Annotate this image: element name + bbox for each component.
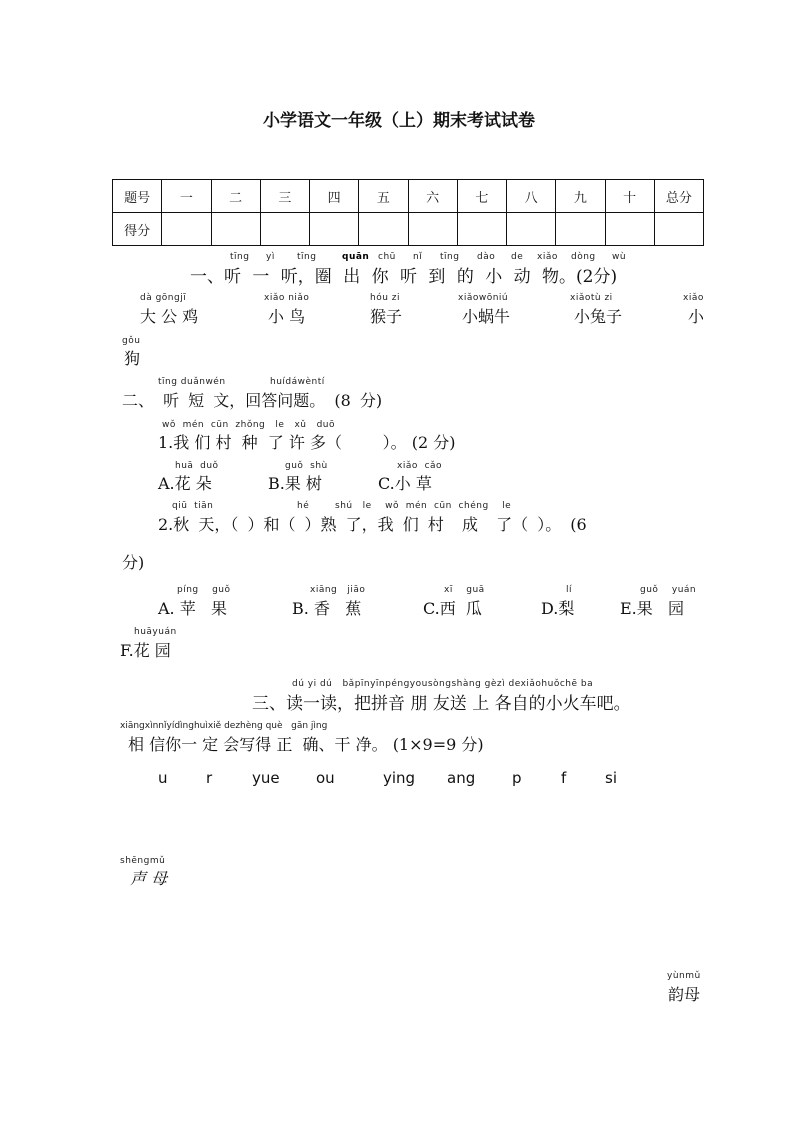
pinyin: xiǎo cǎo xyxy=(397,461,443,471)
shengmu-train-label: 声 母 xyxy=(130,869,168,888)
score-cell[interactable] xyxy=(359,213,408,246)
option-xiao-niao[interactable]: 小 鸟 xyxy=(268,307,306,326)
q2-option-d[interactable]: D.梨 xyxy=(541,599,575,618)
pinyin: tīng xyxy=(297,252,317,262)
score-cell[interactable] xyxy=(605,213,654,246)
pinyin-card-ying[interactable]: ying xyxy=(383,769,416,787)
header-cell: 五 xyxy=(359,180,408,213)
pinyin: tīng xyxy=(440,252,460,262)
pinyin-card-p[interactable]: p xyxy=(512,769,522,787)
pinyin: xī guā xyxy=(444,585,485,595)
section-heading: 二、 听 短 文，回答问题。 (8 分) xyxy=(122,391,383,410)
q2-option-e[interactable]: E.果 园 xyxy=(620,599,685,618)
pinyin: xiāng jiāo xyxy=(310,585,366,595)
pinyin: yùnmǔ xyxy=(667,971,701,981)
question-1: 1.我 们 村 种 了 许 多（ ）。 (2 分) xyxy=(158,433,456,452)
pinyin: chū xyxy=(378,252,396,262)
page-title: 小学语文一年级（上）期末考试试卷 xyxy=(263,111,535,131)
header-cell: 九 xyxy=(556,180,605,213)
q2-option-c[interactable]: C.西 瓜 xyxy=(423,599,482,618)
q2-option-b[interactable]: B. 香 蕉 xyxy=(292,599,362,618)
pinyin: wù xyxy=(612,252,627,262)
pinyin-card-r[interactable]: r xyxy=(206,769,213,787)
option-gou-cont[interactable]: 狗 xyxy=(124,349,141,368)
q2-option-a[interactable]: A. 苹 果 xyxy=(158,599,227,618)
score-row-label: 得分 xyxy=(113,213,162,246)
score-cell[interactable] xyxy=(310,213,359,246)
header-cell: 六 xyxy=(408,180,457,213)
score-cell[interactable] xyxy=(507,213,556,246)
pinyin: hóu zi xyxy=(370,293,400,303)
option-xiao-wo-niu[interactable]: 小蜗牛 xyxy=(462,307,511,326)
score-table xyxy=(112,179,704,246)
pinyin-card-ang[interactable]: ang xyxy=(447,769,476,787)
pinyin: píng guǒ xyxy=(177,585,231,595)
section-heading: 三、读一读，把拼音 朋 友送 上 各自的小火车吧。 xyxy=(252,694,631,714)
header-cell: 一 xyxy=(162,180,211,213)
pinyin: dú yi dú bǎpīnyīnpéngyousòngshàng gèzì dexiǎohuǒchē ba xyxy=(292,679,594,689)
header-cell: 十 xyxy=(605,180,654,213)
pinyin-card-u[interactable]: u xyxy=(158,769,168,787)
pinyin: dòng xyxy=(571,252,596,262)
question-2-cont: 分) xyxy=(122,553,145,572)
header-cell: 二 xyxy=(211,180,260,213)
pinyin: lí xyxy=(566,585,573,595)
option-xiao-tu-zi[interactable]: 小兔子 xyxy=(574,307,623,326)
score-cell[interactable] xyxy=(556,213,605,246)
header-cell: 三 xyxy=(260,180,309,213)
pinyin: qiū tiān xyxy=(172,501,214,511)
q1-option-b[interactable]: B.果 树 xyxy=(268,474,322,493)
pinyin-card-ou[interactable]: ou xyxy=(316,769,335,787)
pinyin: gǒu xyxy=(122,336,141,346)
pinyin: shēngmǔ xyxy=(120,856,166,866)
pinyin-card-yue[interactable]: yue xyxy=(252,769,280,787)
pinyin: wǒ mén cūn zhǒng le xǔ duō xyxy=(162,420,335,430)
score-cell[interactable] xyxy=(260,213,309,246)
pinyin: quān xyxy=(342,252,370,262)
pinyin-card-f[interactable]: f xyxy=(561,769,567,787)
score-cell[interactable] xyxy=(408,213,457,246)
yunmu-train-label: 韵母 xyxy=(668,985,701,1004)
pinyin: tīng xyxy=(230,252,250,262)
option-hou-zi[interactable]: 猴子 xyxy=(370,307,403,326)
header-cell: 总分 xyxy=(654,180,703,213)
score-cell[interactable] xyxy=(457,213,506,246)
pinyin: huāyuán xyxy=(134,627,177,637)
pinyin: tīng duǎnwén xyxy=(158,377,226,387)
header-cell: 八 xyxy=(507,180,556,213)
section-heading: 一、听 一 听，圈 出 你 听 到 的 小 动 物。(2分) xyxy=(190,267,618,287)
option-da-gong-ji[interactable]: 大 公 鸡 xyxy=(140,307,199,326)
score-table-header-row xyxy=(113,180,704,213)
option-xiao-gou[interactable]: 小 xyxy=(688,307,705,326)
pinyin: dà gōngjī xyxy=(140,293,187,303)
pinyin-card-si[interactable]: si xyxy=(605,769,617,787)
pinyin: huā duǒ xyxy=(175,461,219,471)
pinyin: xiǎo niǎo xyxy=(264,293,310,303)
pinyin: xiǎowōniú xyxy=(458,293,509,303)
score-table-score-row xyxy=(113,213,704,246)
pinyin: yì xyxy=(266,252,275,262)
pinyin: xiāngxìnnǐyídìnghuìxiě dezhèng què gān jìng xyxy=(120,721,328,731)
pinyin: dào xyxy=(477,252,496,262)
header-cell: 四 xyxy=(310,180,359,213)
q1-option-a[interactable]: A.花 朵 xyxy=(158,474,212,493)
pinyin: xiǎo xyxy=(537,252,558,262)
pinyin: de xyxy=(511,252,524,262)
pinyin: shú le wǒ mén cūn chéng le xyxy=(335,501,512,511)
pinyin: guǒ yuán xyxy=(640,585,697,595)
pinyin: xiǎotù zi xyxy=(570,293,613,303)
q2-option-f[interactable]: F.花 园 xyxy=(120,641,171,660)
score-cell[interactable] xyxy=(654,213,703,246)
question-2: 2.秋 天，（ ）和（ ）熟 了，我 们 村 成 了（ ）。 (6 xyxy=(158,515,587,534)
q1-option-c[interactable]: C.小 草 xyxy=(378,474,432,493)
pinyin: huídáwèntí xyxy=(270,377,325,387)
pinyin: xiǎo xyxy=(683,293,704,303)
header-cell: 七 xyxy=(457,180,506,213)
pinyin: nǐ xyxy=(413,252,423,262)
score-cell[interactable] xyxy=(162,213,211,246)
pinyin: hé xyxy=(297,501,310,511)
instruction-line: 相 信你一 定 会写得 正 确、干 净。 (1×9=9 分) xyxy=(128,735,484,754)
pinyin: guǒ shù xyxy=(285,461,328,471)
header-cell: 题号 xyxy=(113,180,162,213)
score-cell[interactable] xyxy=(211,213,260,246)
